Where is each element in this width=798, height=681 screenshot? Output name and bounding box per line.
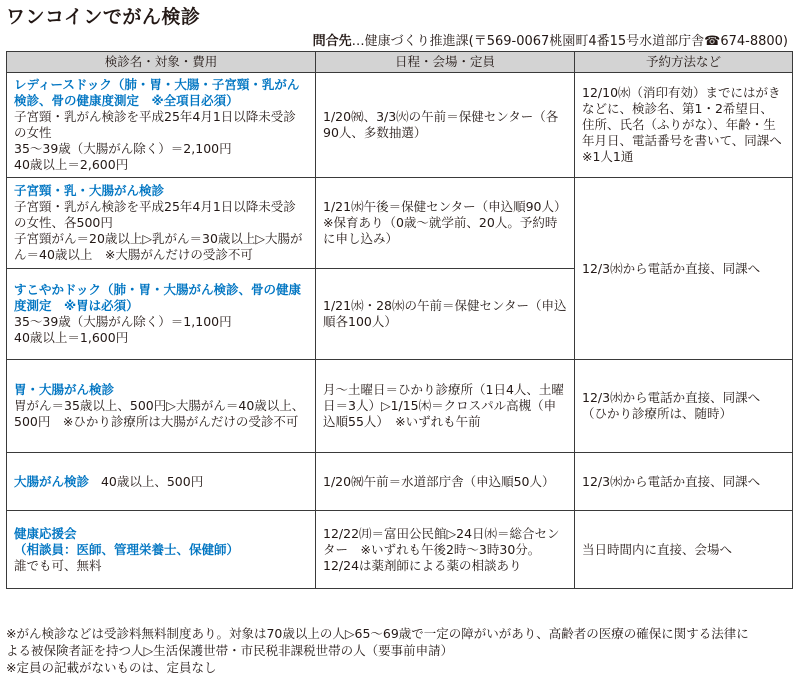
table-row-stomach-colon bbox=[7, 360, 793, 453]
cell-method bbox=[575, 453, 793, 511]
schedule-text: 12/22㈪＝富田公民館▷24日㈬＝総合センター ※いずれも午後2時〜3時30分。12/24は薬剤師による薬の相談あり bbox=[323, 525, 560, 573]
footnote-line: ※がん検診などは受診料無料制度あり。対象は70歳以上の人▷65～69歳で一定の障がいがあり、高齢者の医療の確保に関する法律に bbox=[6, 626, 749, 641]
screening-detail: 35〜39歳（大腸がん除く）＝1,100円 bbox=[14, 314, 232, 329]
cell-name bbox=[7, 453, 316, 511]
screening-detail: 誰でも可、無料 bbox=[14, 557, 102, 573]
cell-schedule bbox=[316, 453, 575, 511]
method-text: 12/10㈬（消印有効）までにはがきなどに、検診名、第1・2希望日、住所、氏名（ふりがな）、年齢・生年月日、電話番号を書いて、同課へ ※1人1通 bbox=[582, 85, 795, 164]
screening-detail: 胃がん＝35歳以上、500円▷大腸がん＝40歳以上、500円 ※ひかり診療所は大腸がんだけの受診不可 bbox=[14, 398, 305, 429]
contact-text: …健康づくり推進課(〒569-0067桃園町4番15号水道部庁舎☎674-8800) bbox=[351, 34, 788, 49]
contact-label: 問合先 bbox=[312, 34, 352, 49]
footnotes bbox=[6, 625, 796, 676]
cell-name bbox=[7, 360, 316, 453]
contact-info bbox=[313, 30, 788, 49]
cell-schedule bbox=[316, 511, 575, 589]
cell-method bbox=[575, 178, 793, 360]
screening-detail: 35〜39歳（大腸がん除く）＝2,100円 bbox=[14, 141, 232, 156]
screening-name: 胃・大腸がん検診 bbox=[14, 382, 115, 397]
screening-name: 健康応援会 bbox=[14, 525, 77, 541]
cell-schedule bbox=[316, 73, 575, 178]
cell-method bbox=[575, 511, 793, 589]
screening-detail: 40歳以上＝2,600円 bbox=[14, 157, 129, 172]
cell-schedule bbox=[316, 178, 575, 269]
screening-detail: 子宮頸がん＝20歳以上▷乳がん＝30歳以上▷大腸がん＝40歳以上 ※大腸がんだけの受診不可 bbox=[14, 231, 303, 262]
cell-name bbox=[7, 73, 316, 178]
table-row-health-support bbox=[7, 511, 793, 589]
screening-detail: 40歳以上、500円 bbox=[100, 473, 204, 489]
schedule-text: ※保育あり（0歳〜就学前、20人。予約時に申し込み） bbox=[323, 215, 558, 246]
screening-name: 子宮頸・乳・大腸がん検診 bbox=[14, 183, 165, 198]
screening-detail: 子宮頸・乳がん検診を平成25年4月1日以降未受診の女性 bbox=[14, 109, 296, 140]
schedule-text: 1/20㈷、3/3㈫の午前＝保健センター（各90人、多数抽選） bbox=[323, 109, 559, 140]
screening-subname: （相談員：医師、管理栄養士、保健師） bbox=[14, 541, 240, 557]
schedule-text: 月〜土曜日＝ひかり診療所（1日4人、土曜日＝3人）▷1/15㈭＝クロスパル高槻（申込順55人） ※いずれも午前 bbox=[323, 382, 564, 429]
schedule-text: 1/21㈬・28㈬の午前＝保健センター（申込順各100人） bbox=[323, 298, 567, 329]
table-header-row bbox=[7, 52, 793, 73]
table-row-ladies-dock bbox=[7, 73, 793, 178]
header-schedule: 日程・会場・定員 bbox=[316, 52, 575, 73]
cell-method bbox=[575, 360, 793, 453]
method-text: 当日時間内に直接、会場へ bbox=[582, 541, 733, 557]
footnote-line: よる被保険者証を持つ人▷生活保護世帯・市民税非課税世帯の人（要事前申請） bbox=[6, 643, 454, 658]
screening-table bbox=[6, 51, 793, 589]
method-text: 12/3㈬から電話か直接、同課へ（ひかり診療所は、随時） bbox=[582, 390, 761, 421]
cell-schedule bbox=[316, 360, 575, 453]
screening-detail: 子宮頸・乳がん検診を平成25年4月1日以降未受診の女性、各500円 bbox=[14, 199, 296, 230]
method-text: 12/3㈬から電話か直接、同課へ bbox=[582, 260, 761, 276]
footnote-line: ※定員の記載がないものは、定員なし bbox=[6, 660, 217, 675]
cell-name bbox=[7, 178, 316, 269]
page-title: ワンコインでがん検診 bbox=[6, 6, 201, 28]
cell-method bbox=[575, 73, 793, 178]
header-method: 予約方法など bbox=[575, 52, 793, 73]
header-name: 検診名・対象・費用 bbox=[7, 52, 316, 73]
schedule-text: 1/20㈷午前＝水道部庁舎（申込順50人） bbox=[323, 473, 555, 489]
method-text: 12/3㈬から電話か直接、同課へ bbox=[582, 473, 761, 489]
cell-schedule bbox=[316, 269, 575, 360]
table-row-cervical-breast-colon bbox=[7, 178, 793, 269]
screening-name: 大腸がん検診 bbox=[14, 473, 90, 489]
table-row-colon bbox=[7, 453, 793, 511]
screening-name: レディースドック（肺・胃・大腸・子宮頸・乳がん検診、骨の健康度測定 ※全項目必須） bbox=[14, 77, 300, 108]
screening-detail: 40歳以上＝1,600円 bbox=[14, 330, 129, 345]
cell-name bbox=[7, 269, 316, 360]
screening-name: すこやかドック（肺・胃・大腸がん検診、骨の健康度測定 ※胃は必須） bbox=[14, 282, 302, 313]
cell-name bbox=[7, 511, 316, 589]
schedule-text: 1/21㈬午後＝保健センター（申込順90人） bbox=[323, 199, 567, 214]
